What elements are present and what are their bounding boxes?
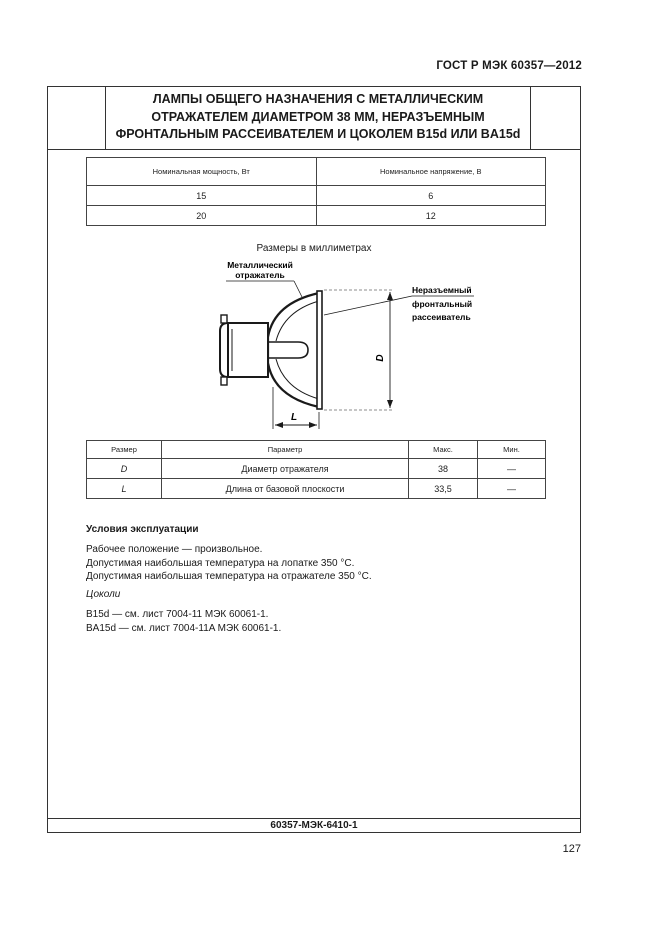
label-reflector-line2: отражатель xyxy=(235,270,285,280)
bases-line: B15d — см. лист 7004-11 МЭК 60061-1. xyxy=(86,609,269,620)
cell-max: 33,5 xyxy=(409,479,478,499)
label-reflector-line1: Металлический xyxy=(227,260,293,270)
sheet-frame xyxy=(47,86,581,833)
table-row xyxy=(87,459,546,479)
dimensions-caption: Размеры в миллиметрах xyxy=(256,243,372,254)
leader-line xyxy=(324,296,412,315)
cell-min: — xyxy=(478,459,546,479)
column-header-min: Мин. xyxy=(478,441,546,459)
cell-min: — xyxy=(478,479,546,499)
front-cover xyxy=(317,291,322,409)
cell-parameter: Диаметр отражателя xyxy=(162,459,409,479)
title-line: ФРОНТАЛЬНЫМ РАССЕИВАТЕЛЕМ И ЦОКОЛЕМ B15d ИЛИ BA15d xyxy=(115,127,521,141)
bulb-outline xyxy=(268,342,308,358)
dimension-arrow xyxy=(387,400,393,408)
table-row xyxy=(87,206,546,226)
ratings-table xyxy=(86,157,546,226)
conditions-line: Допустимая наибольшая температура на отражателе 350 °С. xyxy=(86,571,372,582)
conditions-text xyxy=(86,543,566,584)
base-end xyxy=(220,323,228,377)
column-header-power: Номинальная мощность, Вт xyxy=(87,158,317,186)
bases-title: Цоколи xyxy=(86,589,121,600)
base-pin xyxy=(221,377,227,385)
sheet-code: 60357-МЭК-6410-1 xyxy=(48,818,580,832)
title-row xyxy=(48,87,580,150)
bases-line: BA15d — см. лист 7004-11A МЭК 60061-1. xyxy=(86,622,282,634)
column-header-parameter: Параметр xyxy=(162,441,409,459)
cell-voltage: 12 xyxy=(316,206,546,226)
sheet-title xyxy=(106,91,530,144)
title-right-cell xyxy=(530,87,580,149)
reflector-inner-curve xyxy=(276,359,319,399)
column-header-max: Макс. xyxy=(409,441,478,459)
dimension-arrow xyxy=(387,292,393,300)
cell-power: 20 xyxy=(87,206,317,226)
dimension-label-d: D xyxy=(375,354,386,362)
dimension-arrow xyxy=(275,422,283,428)
reflector-inner-curve xyxy=(276,301,319,341)
label-front-line2: фронтальный xyxy=(412,299,473,309)
page-number: 127 xyxy=(562,843,581,855)
lamp-base xyxy=(228,323,268,377)
table-header-row xyxy=(87,158,546,186)
reflector-outline xyxy=(268,293,319,407)
table-row xyxy=(87,186,546,206)
cell-size: D xyxy=(87,459,162,479)
table-row xyxy=(87,479,546,499)
label-front-line3: рассеиватель xyxy=(412,312,471,322)
cell-parameter: Длина от базовой плоскости xyxy=(162,479,409,499)
conditions-title: Условия эксплуатации xyxy=(86,524,199,535)
dimension-label-l: L xyxy=(290,412,298,423)
column-header-voltage: Номинальное напряжение, В xyxy=(316,158,546,186)
dimension-arrow xyxy=(309,422,317,428)
lamp-diagram xyxy=(198,257,498,435)
conditions-line: Допустимая наибольшая температура на лопатке 350 °С. xyxy=(86,557,355,569)
table-header-row xyxy=(87,441,546,459)
cell-power: 15 xyxy=(87,186,317,206)
title-line: ЛАМПЫ ОБЩЕГО НАЗНАЧЕНИЯ С МЕТАЛЛИЧЕСКИМ xyxy=(152,92,484,106)
bases-text xyxy=(86,608,566,635)
column-header-size: Размер xyxy=(87,441,162,459)
standard-header: ГОСТ Р МЭК 60357—2012 xyxy=(436,60,582,72)
cell-max: 38 xyxy=(409,459,478,479)
dimensions-table xyxy=(86,440,546,499)
cell-voltage: 6 xyxy=(316,186,546,206)
base-pin xyxy=(221,315,227,323)
title-line: ОТРАЖАТЕЛЕМ ДИАМЕТРОМ 38 ММ, НЕРАЗЪЕМНЫМ xyxy=(151,109,485,124)
conditions-line: Рабочее положение — произвольное. xyxy=(86,544,263,555)
leader-line xyxy=(294,281,302,297)
title-left-cell xyxy=(48,87,106,149)
label-front-line1: Неразъемный xyxy=(412,285,472,295)
cell-size: L xyxy=(87,479,162,499)
